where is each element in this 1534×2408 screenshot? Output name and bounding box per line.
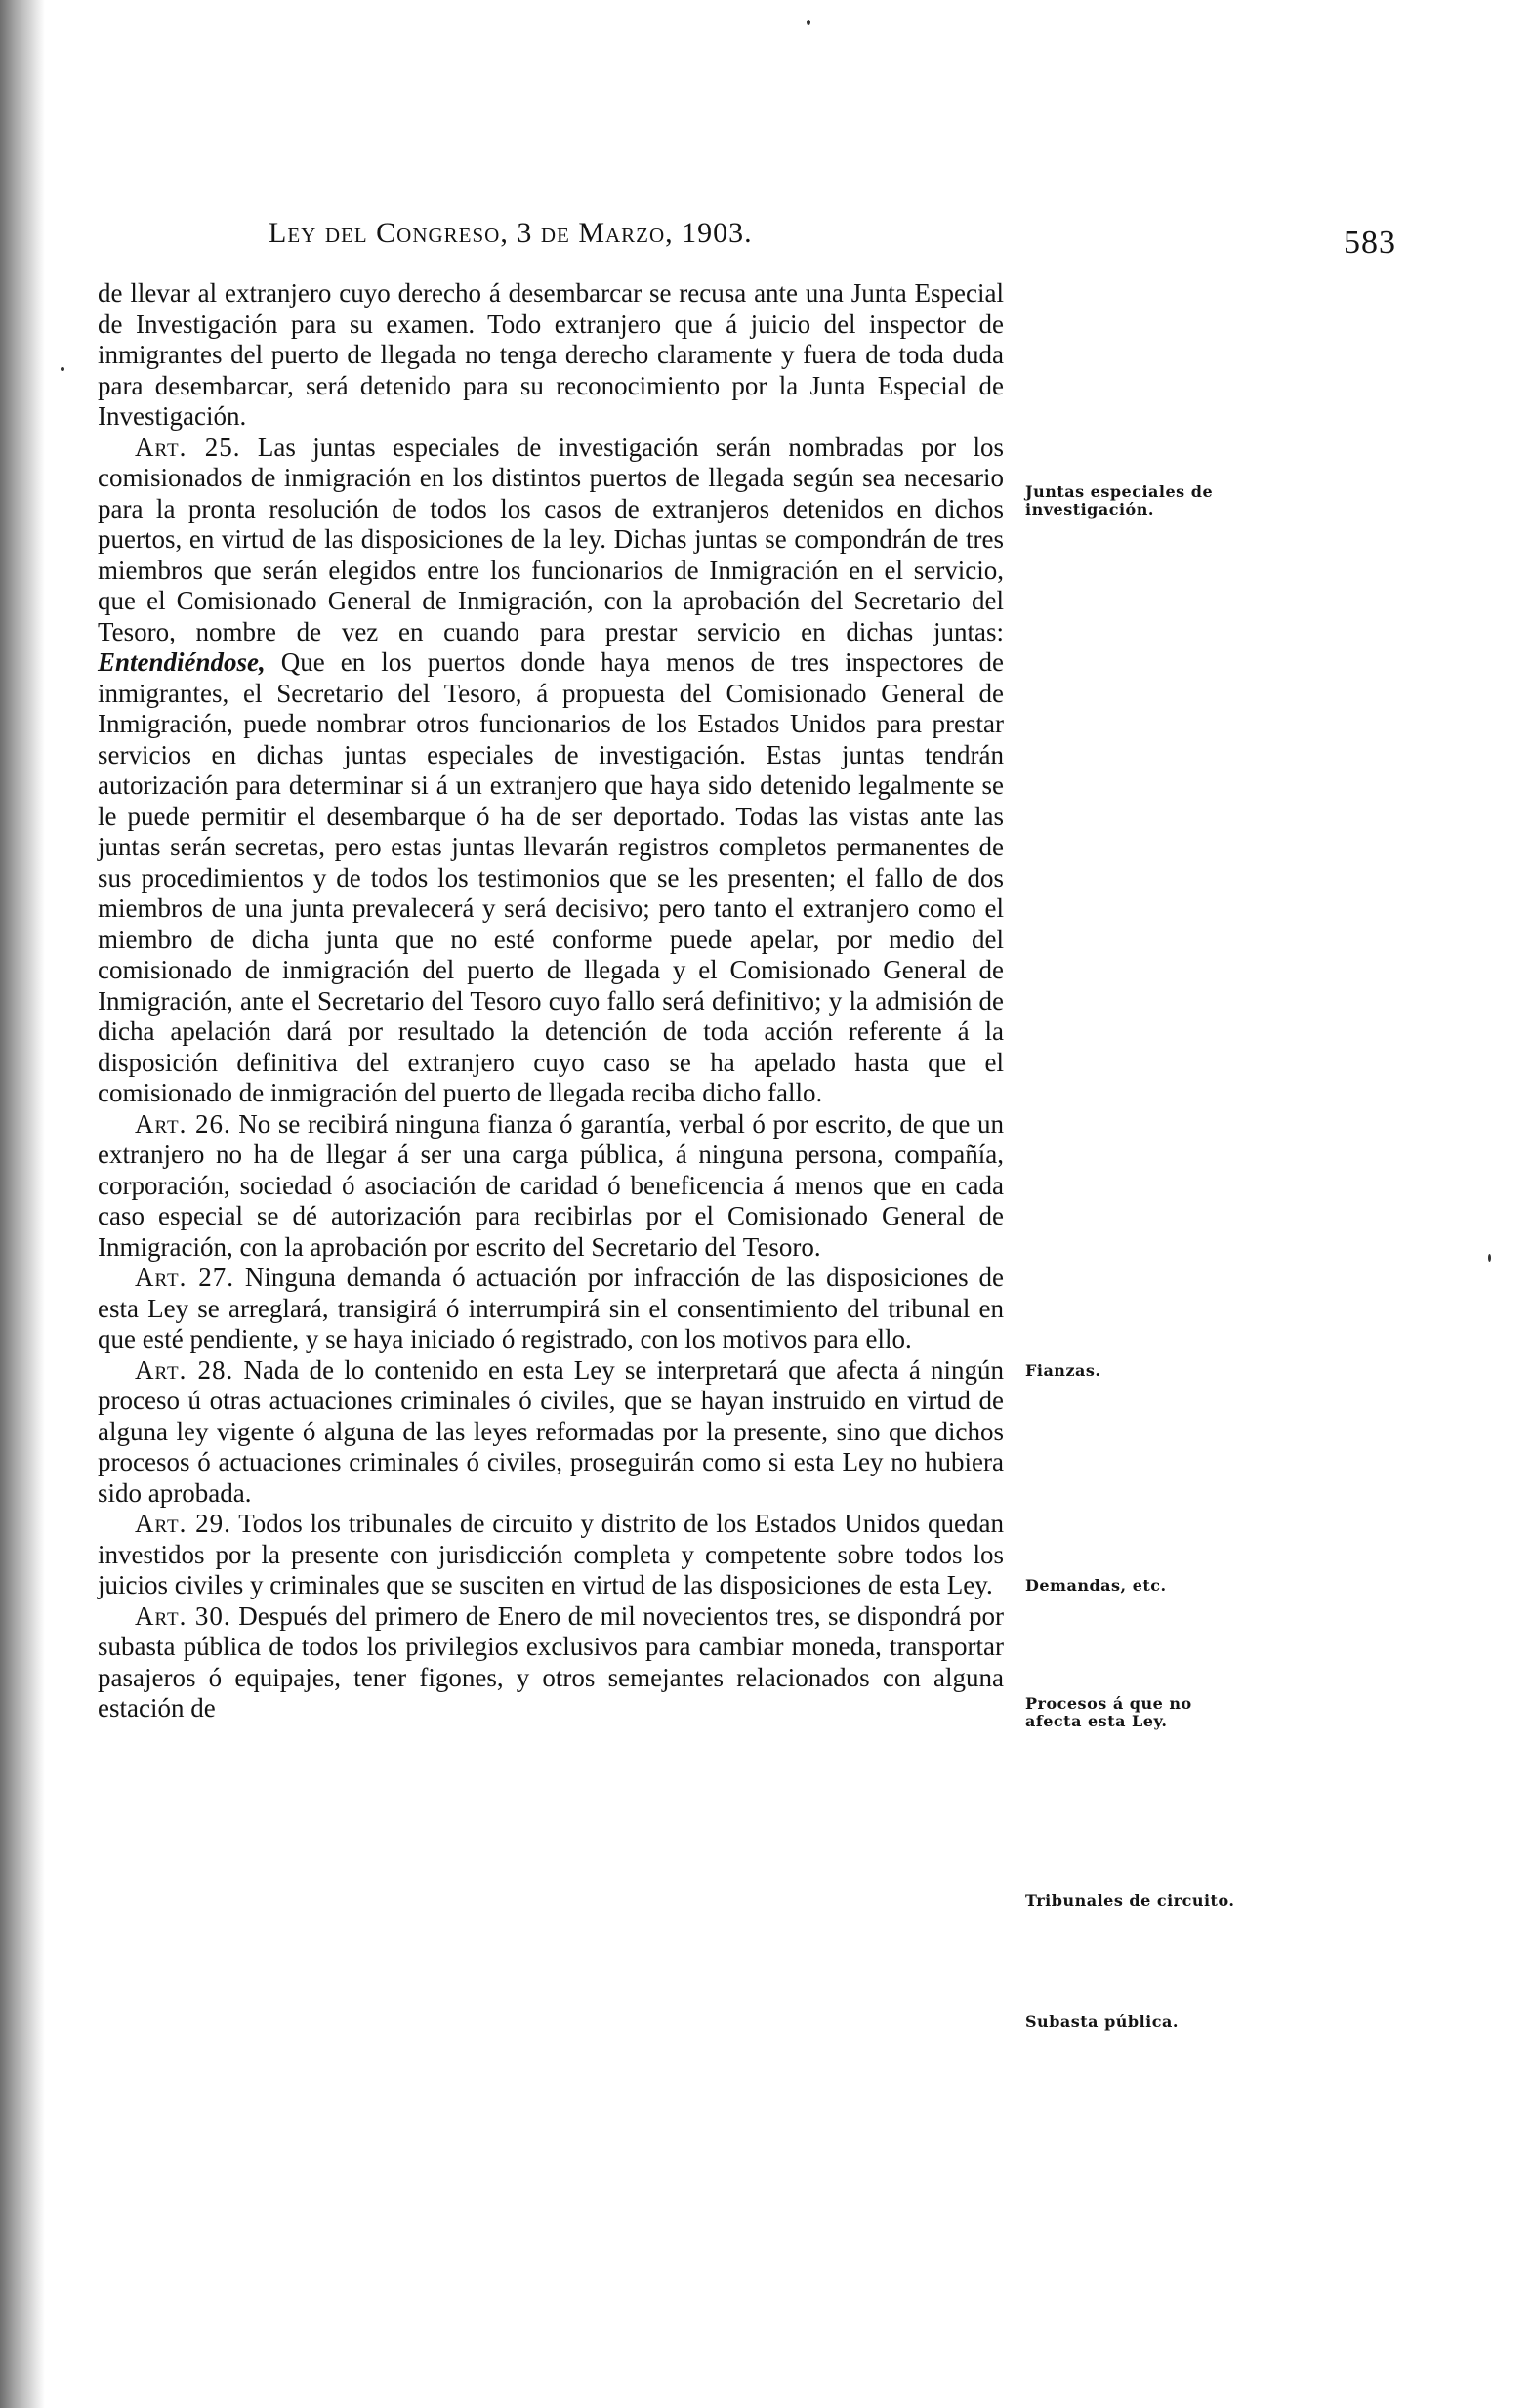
article-25 xyxy=(98,433,1004,1109)
article-label: Art. 28. xyxy=(135,1354,234,1385)
article-text: Que en los puertos donde haya menos de tres inspectores de inmigrantes, el Secretario del Tesoro, á propuesta del Comisionado General de Inmigración, puede nombrar otros funcionarios de los Estados Unidos para prestar servicios en dichas juntas especiales de investigación. Estas juntas tendrán autorización para determinar si á un extranjero que haya sido detenido legalmente se le puede permitir el desembarque ó ha de ser deportado. Todas las vistas ante las juntas serán secretas, pero estas juntas llevarán registros completos permanentes de sus procedimientos y de todos los testimonios que se les presenten; el fallo de dos miembros de una junta prevalecerá y será decisivo; pero tanto el extranjero como el miembro de dicha junta que no esté conforme puede apelar, por medio del comisionado de inmigración del puerto de llegada y el Comisionado General de Inmigración, ante el Secretario del Tesoro cuyo fallo será definitivo; y la admisión de dicha apelación dará por resultado la detención de toda acción referente á la disposición definitiva del extranjero cuyo caso se ha apelado hasta que el comisionado de inmigración del puerto de llegada reciba dicho fallo. xyxy=(98,647,1004,1107)
article-text: Ninguna demanda ó actuación por infracción de las disposiciones de esta Ley se arreglará, transigirá ó interrumpirá sin el consentimiento del tribunal en que esté pendiente, y se haya iniciado ó registrado, con los motivos para ello. xyxy=(98,1263,1004,1353)
article-28 xyxy=(98,1355,1004,1510)
article-27 xyxy=(98,1263,1004,1355)
article-30 xyxy=(98,1601,1004,1724)
article-text: Las juntas especiales de investigación serán nombradas por los comisionados de inmigración en los distintos puertos de llegada según sea necesario para la pronta resolución de todos los casos de extranjeros detenidos en dichos puertos, en virtud de las disposiciones de la ley. Dichas juntas se compondrán de tres miembros que serán elegidos entre los funcionarios de Inmigración en el servicio, que el Comisionado General de Inmigración, con la aprobación del Secretario del Tesoro, nombre de vez en cuando para prestar servicio en dichas juntas: xyxy=(98,432,1004,646)
page-number: 583 xyxy=(1344,225,1396,261)
scan-edge-shadow xyxy=(0,0,45,2408)
margin-note-subasta: Subasta pública. xyxy=(1025,2013,1179,2031)
article-text: Después del primero de Enero de mil novecientos tres, se dispondrá por subasta pública de todos los privilegios exclusivos para cambiar moneda, transportar pasajeros ó equipajes, tener figones, y otros semejantes relacionados con alguna estación de xyxy=(98,1600,1005,1723)
article-label: Art. 25. xyxy=(135,432,241,462)
scan-speck xyxy=(807,20,810,25)
page-header xyxy=(98,217,1396,266)
article-text: Todos los tribunales de circuito y distrito de los Estados Unidos quedan investidos por la presente con jurisdicción completa y competente sobre todos los juicios civiles y criminales que se susciten en virtud de las disposiciones de esta Ley. xyxy=(98,1509,1005,1599)
article-label: Art. 29. xyxy=(135,1509,231,1538)
article-26 xyxy=(98,1109,1004,1264)
body-text xyxy=(98,278,1004,1724)
article-label: Art. 30. xyxy=(135,1600,231,1631)
scan-speck xyxy=(1488,1254,1491,1262)
article-text: No se recibirá ninguna fianza ó garantía, verbal ó por escrito, de que un extranjero no ha de llegar á ser una carga pública, á ninguna persona, compañía, corporación, sociedad ó asociación de caridad ó beneficencia á menos que en cada caso especial se dé autorización para recibirlas por el Comisionado General de Inmigración, con la aprobación por escrito del Secretario del Tesoro. xyxy=(98,1108,1004,1262)
paragraph-continuation xyxy=(98,278,1004,433)
paragraph-text: de llevar al extranjero cuyo derecho á desembarcar se recusa ante una Junta Especial de Investigación para su examen. Todo extranjero que á juicio del inspector de inmigrantes del puerto de llegada no tenga derecho claramente y fuera de toda duda para desembarcar, será detenido para su reconocimiento por la Junta Especial de Investigación. xyxy=(98,278,1004,431)
scan-speck xyxy=(61,367,64,371)
margin-note-procesos: Procesos á que no afecta esta Ley. xyxy=(1025,1694,1192,1730)
margin-note-demandas: Demandas, etc. xyxy=(1025,1576,1167,1595)
article-text: Nada de lo contenido en esta Ley se interpretará que afecta á ningún proceso ú otras actuaciones criminales ó civiles, que se hayan instruido en virtud de alguna ley vigente ó alguna de las leyes reformadas por la presente, sino que dichos procesos ó actuaciones criminales ó civiles, proseguirán como si esta Ley no hubiera sido aprobada. xyxy=(98,1354,1004,1508)
article-label: Art. 26. xyxy=(135,1108,231,1139)
margin-note-tribunales: Tribunales de circuito. xyxy=(1025,1891,1235,1910)
article-label: Art. 27. xyxy=(135,1263,235,1292)
article-29 xyxy=(98,1509,1004,1601)
running-head: Ley del Congreso, 3 de Marzo, 1903. xyxy=(269,217,753,249)
margin-note-fianzas: Fianzas. xyxy=(1025,1361,1101,1380)
margin-note-juntas: Juntas especiales de investigación. xyxy=(1025,482,1214,519)
article-italic-term: Entendiéndose, xyxy=(98,647,266,677)
